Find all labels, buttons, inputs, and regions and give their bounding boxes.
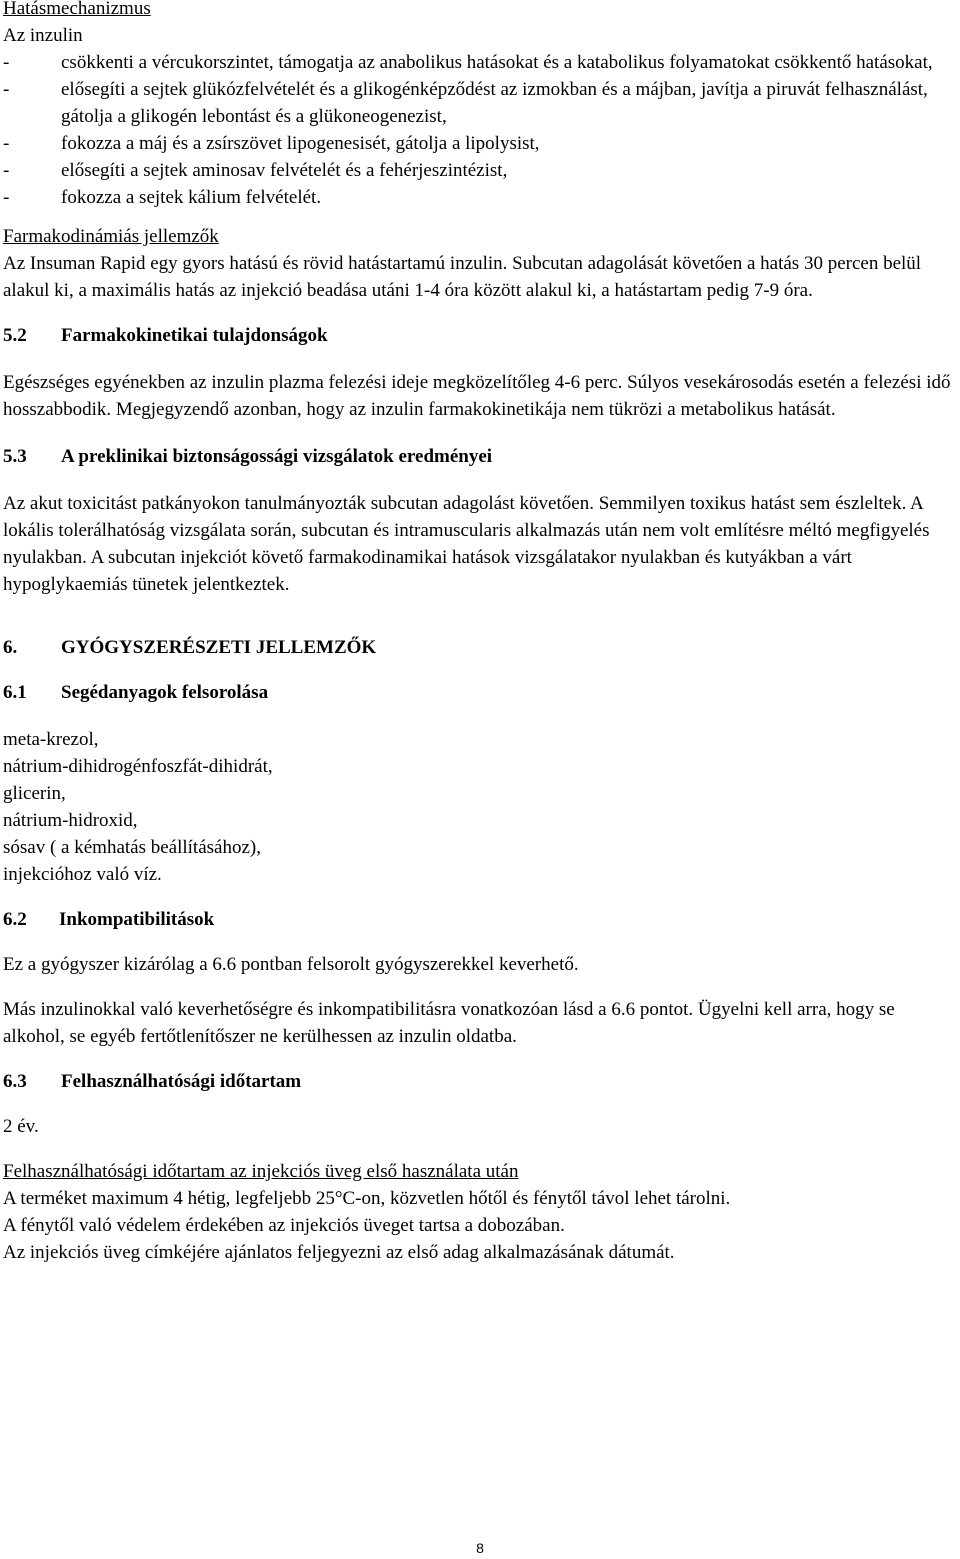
- mechanism-intro: Az inzulin: [3, 25, 83, 46]
- section-number: 6.1: [3, 682, 27, 703]
- list-dash: -: [3, 79, 10, 100]
- section-6-1-heading: [3, 679, 957, 706]
- section-title: Segédanyagok felsorolása: [61, 682, 269, 703]
- list-dash: -: [3, 133, 10, 154]
- section-6-2-heading: [3, 906, 957, 933]
- list-item-text: fokozza a sejtek kálium felvételét.: [61, 187, 322, 208]
- pharmacodynamics-heading: Farmakodinámiás jellemzők: [3, 226, 219, 247]
- pharmacodynamics-text: Az Insuman Rapid egy gyors hatású és rövid hatástartamú inzulin. Subcutan adagolását követően a hatás 30 percen belül alakul ki, a maximális hatás az injekció beadása utáni 1-4 óra között alakul ki, a hatástartam pedig 7-9 óra.: [3, 253, 922, 301]
- list-item: [3, 157, 957, 184]
- section-number: 5.2: [3, 325, 27, 346]
- section-6-2-text-2: Más inzulinokkal való keverhetőségre és inkompatibilitásra vonatkozóan lásd a 6.6 pontot. Ügyelni kell arra, hogy se alkohol, se egyéb fertőtlenítőszer ne kerülhessen az inzulin oldatba.: [3, 999, 895, 1047]
- section-6-heading: [3, 634, 957, 661]
- section-number: 5.3: [3, 446, 27, 467]
- page-number: 8: [476, 1540, 484, 1556]
- list-item: [3, 49, 957, 76]
- list-dash: -: [3, 160, 10, 181]
- list-item: sósav ( a kémhatás beállításához),: [3, 837, 261, 858]
- list-item: nátrium-dihidrogénfoszfát-dihidrát,: [3, 756, 273, 777]
- list-dash: -: [3, 52, 10, 73]
- list-item: [3, 130, 957, 157]
- section-title: Inkompatibilitások: [59, 909, 215, 930]
- section-number: 6.3: [3, 1071, 27, 1092]
- document-page: [3, 0, 957, 1266]
- list-item: meta-krezol,: [3, 729, 99, 750]
- section-number: 6.2: [3, 909, 27, 930]
- list-item: [3, 76, 957, 130]
- storage-line: Az injekciós üveg címkéjére ajánlatos feljegyezni az első adag alkalmazásának dátumát.: [3, 1242, 675, 1263]
- section-6-2-text-1: Ez a gyógyszer kizárólag a 6.6 pontban felsorolt gyógyszerekkel keverhető.: [3, 954, 579, 975]
- section-5-2-heading: [3, 322, 957, 349]
- list-item-text: elősegíti a sejtek glükózfelvételét és a glikogénképződést az izmokban és a májban, javítja a piruvát felhasználást, gátolja a glikogén lebontást és a glükoneogenezist,: [61, 79, 928, 127]
- list-item: glicerin,: [3, 783, 66, 804]
- section-number: 6.: [3, 637, 18, 658]
- section-title: Felhasználhatósági időtartam: [61, 1071, 302, 1092]
- list-item: nátrium-hidroxid,: [3, 810, 138, 831]
- section-5-3-heading: [3, 443, 957, 470]
- mechanism-list: [3, 49, 957, 211]
- list-dash: -: [3, 187, 10, 208]
- mechanism-heading: Hatásmechanizmus: [3, 0, 151, 19]
- section-title: A preklinikai biztonságossági vizsgálatok eredményei: [61, 446, 493, 467]
- section-6-3-heading: [3, 1068, 957, 1095]
- storage-line: A terméket maximum 4 hétig, legfeljebb 25°C-on, közvetlen hőtől és fénytől távol lehet tárolni.: [3, 1188, 731, 1209]
- list-item-text: csökkenti a vércukorszintet, támogatja az anabolikus hatásokat és a katabolikus folyamatokat csökkentő hatásokat,: [61, 52, 933, 73]
- list-item: [3, 184, 957, 211]
- list-item: injekcióhoz való víz.: [3, 864, 162, 885]
- excipients-list: [3, 726, 957, 888]
- shelf-life-text: 2 év.: [3, 1116, 39, 1137]
- section-5-2-text: Egészséges egyénekben az inzulin plazma felezési ideje megközelítőleg 4-6 perc. Súlyos vesekárosodás esetén a felezési idő hosszabbodik. Megjegyzendő azonban, hogy az inzulin farmakokinetikája nem tükrözi a metabolikus hatását.: [3, 372, 951, 420]
- section-title: GYÓGYSZERÉSZETI JELLEMZŐK: [61, 637, 377, 658]
- list-item-text: fokozza a máj és a zsírszövet lipogenesisét, gátolja a lipolysist,: [61, 133, 540, 154]
- storage-line: A fénytől való védelem érdekében az injekciós üveget tartsa a dobozában.: [3, 1215, 565, 1236]
- after-opening-heading: Felhasználhatósági időtartam az injekciós üveg első használata után: [3, 1161, 519, 1182]
- section-title: Farmakokinetikai tulajdonságok: [61, 325, 328, 346]
- section-5-3-text: Az akut toxicitást patkányokon tanulmányozták subcutan adagolást követően. Semmilyen toxikus hatást sem észleltek. A lokális tolerálhatóság vizsgálata során, subcutan és intramuscularis alkalmazás után nem volt említésre méltó megfigyelés nyulakban. A subcutan injekciót követő farmakodinamikai hatások vizsgálatakor nyulakban és kutyákban a várt hypoglykaemiás tünetek jelentkeztek.: [3, 493, 930, 595]
- list-item-text: elősegíti a sejtek aminosav felvételét és a fehérjeszintézist,: [61, 160, 508, 181]
